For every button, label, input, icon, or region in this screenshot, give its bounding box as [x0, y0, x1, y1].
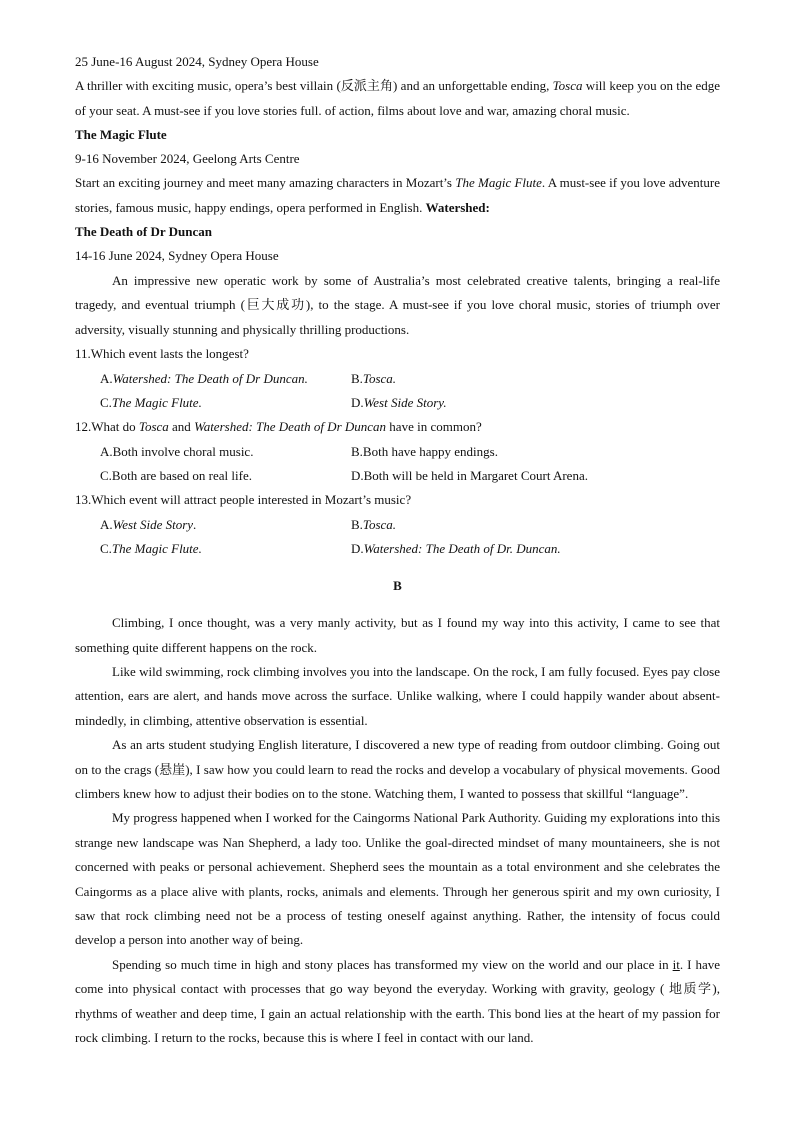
watershed-venue: 14-16 June 2024, Sydney Opera House	[75, 248, 279, 264]
tosca-description: A thriller with exciting music, opera’s best villain (反派主角) and an unforgettable ending, Tosca will keep you on the edge of your seat. A must-see if you love stories full. of action, films about love and war, amazing choral music.	[75, 78, 720, 118]
option-c[interactable]: C.Both are based on real life.	[100, 467, 252, 483]
question-11-options-row2	[75, 391, 720, 415]
option-c[interactable]: C.The Magic Flute.	[100, 540, 202, 556]
question-13-stem: 13.Which event will attract people interested in Mozart’s music?	[75, 492, 412, 508]
question-13-options-row2	[75, 537, 720, 561]
option-b[interactable]: B.Both have happy endings.	[351, 443, 498, 459]
option-d[interactable]: D.West Side Story.	[351, 395, 447, 411]
passage-b-paragraph-4: My progress happened when I worked for the Caingorms National Park Authority. Guiding my explorations into this strange new landscape was Nan Shepherd, a lady too. Unlike the goal-directed mindset of many mountaineers, she is not concerned with peaks or personal achievement. Shepherd sees the mountain as a total environment and she celebrates the Caingorms as a place alive with plants, rocks, animals and elements. Through her generous spirit and my own curiosity, I saw that rock climbing need not be a process of testing oneself against anything. Rather, the intensity of focus could develop a person into another way of being.	[75, 810, 720, 948]
passage-b-paragraph-2: Like wild swimming, rock climbing involves you into the landscape. On the rock, I am fully focused. Eyes pay close attention, ears are alert, and hands move across the surface. Unlike walking, where I could happily wander about absent-mindedly, in climbing, attentive observation is essential.	[75, 663, 720, 728]
question-12-options-row1	[75, 440, 720, 464]
passage-b-paragraph-1: Climbing, I once thought, was a very manly activity, but as I found my way into this activity, I came to see that something quite different happens on the rock.	[75, 615, 720, 655]
tosca-venue: 25 June-16 August 2024, Sydney Opera House	[75, 54, 319, 69]
question-12-stem: 12.What do Tosca and Watershed: The Death of Dr Duncan have in common?	[75, 419, 482, 435]
option-c[interactable]: C.The Magic Flute.	[100, 395, 202, 411]
watershed-description: An impressive new operatic work by some of Australia’s most celebrated creative talents, bringing a real-life tragedy, and eventual triumph (巨大成功), to the stage. A must-see if you love choral music, stories of triumph over adversity, visually stunning and physically thrilling productions.	[75, 272, 720, 337]
option-a[interactable]: A.Both involve choral music.	[100, 443, 254, 459]
flute-venue: 9-16 November 2024, Geelong Arts Centre	[75, 151, 300, 167]
exam-page	[75, 50, 720, 1050]
underlined-it: it	[672, 956, 680, 972]
watershed-title-part1: Watershed:	[425, 199, 490, 215]
flute-title: The Magic Flute	[75, 126, 167, 142]
passage-b-paragraph-3: As an arts student studying English literature, I discovered a new type of reading from outdoor climbing. Going out on to the crags (悬崖), I saw how you could learn to read the rocks and develop a vocabulary of physical movements. Good climbers knew how to adjust their bodies on to the stone. Watching them, I wanted to possess that skillful “language”.	[75, 737, 720, 801]
option-a[interactable]: A.Watershed: The Death of Dr Duncan.	[100, 370, 308, 386]
option-d[interactable]: D.Watershed: The Death of Dr. Duncan.	[351, 540, 561, 556]
option-d[interactable]: D.Both will be held in Margaret Court Arena.	[351, 467, 588, 483]
option-b[interactable]: B.Tosca.	[351, 370, 397, 386]
question-11-stem: 11.Which event lasts the longest?	[75, 346, 249, 362]
question-11-options-row1	[75, 367, 720, 391]
question-12-options-row2	[75, 464, 720, 488]
option-b[interactable]: B.Tosca.	[351, 516, 397, 532]
question-13-options-row1	[75, 513, 720, 537]
flute-description: Start an exciting journey and meet many amazing characters in Mozart’s The Magic Flute. A must-see if you love adventure stories, famous music, happy endings, opera performed in English. Watershed:	[75, 175, 720, 215]
option-a[interactable]: A.West Side Story.	[100, 516, 197, 532]
section-b-heading: B	[393, 578, 402, 594]
passage-b-paragraph-5: Spending so much time in high and stony places has transformed my view on the world and our place in it. I have come into physical contact with processes that go way beyond the everyday. Working with gravity, geology ( 地质学), rhythms of weather and deep time, I gain an actual relationship with the earth. This bond lies at the heart of my passion for rock climbing. I return to the rocks, because this is where I feel in contact with our land.	[75, 956, 721, 1046]
watershed-title: The Death of Dr Duncan	[75, 224, 212, 240]
